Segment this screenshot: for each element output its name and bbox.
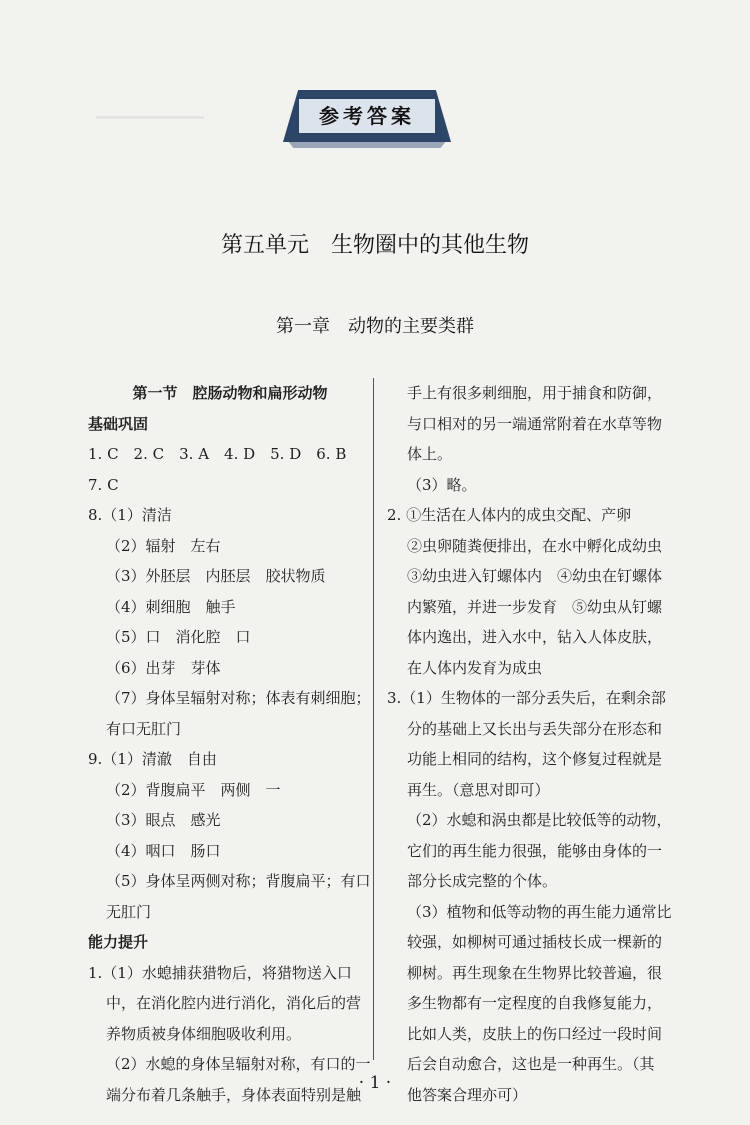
column-divider — [373, 378, 374, 1060]
answer-line: ②虫卵随粪便排出，在水中孵化成幼虫 — [407, 536, 663, 555]
answer-line: 部分长成完整的个体。 — [407, 872, 558, 890]
banner-plate — [299, 99, 435, 133]
right-answer-column — [387, 378, 699, 1110]
answer-line: 端分布着几条触手，身体表面特别是触 — [106, 1085, 362, 1104]
answer-line: 8.（1）清洁 — [88, 506, 172, 524]
answer-line: （2）水螅和涡虫都是比较低等的动物， — [407, 811, 672, 829]
answer-line: 与口相对的另一端通常附着在水草等物 — [407, 414, 663, 433]
answer-line: （4）咽口 肠口 — [106, 841, 221, 860]
page-number: · 1 · — [358, 1073, 392, 1093]
answer-line: 有口无肛门 — [106, 719, 182, 738]
chapter-title: 第一章 动物的主要类群 — [276, 316, 474, 337]
section-title: 第一节 腔肠动物和扁形动物 — [132, 384, 328, 402]
answer-line: （3）眼点 感光 — [106, 811, 221, 829]
answer-line: （3）略。 — [407, 475, 477, 494]
answer-line: （6）出芽 芽体 — [106, 658, 221, 677]
answer-line: （2）背腹扁平 两侧 一 — [106, 780, 281, 799]
answer-line: ③幼虫进入钉螺体内 ④幼虫在钉螺体 — [407, 567, 663, 585]
answer-line: （2）水螅的身体呈辐射对称，有口的一 — [106, 1055, 371, 1073]
answer-line: 7. C — [88, 475, 119, 494]
unit-title: 第五单元 生物圈中的其他生物 — [220, 233, 529, 258]
answer-line: 体内逸出，进入水中，钻入人体皮肤， — [407, 628, 663, 646]
answer-line: 手上有很多刺细胞，用于捕食和防御， — [407, 384, 663, 402]
answer-line: （3）外胚层 内胚层 胶状物质 — [106, 567, 326, 585]
answer-line: 在人体内发育为成虫 — [407, 658, 543, 677]
answer-line: （5）身体呈两侧对称；背腹扁平；有口 — [106, 872, 371, 890]
answer-line: 较强，如柳树可通过插枝长成一棵新的 — [407, 933, 663, 951]
answer-line: 2. ①生活在人体内的成虫交配、产卵 — [387, 506, 632, 524]
answer-line: 后会自动愈合，这也是一种再生。（其 — [407, 1055, 655, 1073]
answer-line: 再生。（意思对即可） — [407, 780, 550, 799]
answer-line: 内繁殖，并进一步发育 ⑤幼虫从钉螺 — [407, 597, 663, 616]
left-answer-column — [88, 378, 371, 1110]
answer-line: 3.（1）生物体的一部分丢失后，在剩余部 — [387, 689, 666, 707]
answer-line: 多生物都有一定程度的自我修复能力， — [407, 994, 663, 1012]
answer-line: 中，在消化腔内进行消化，消化后的营 — [106, 994, 362, 1012]
subsection-heading: 基础巩固 — [88, 414, 149, 433]
answer-key-banner — [283, 90, 451, 152]
answer-line: 功能上相同的结构，这个修复过程就是 — [407, 750, 663, 768]
banner-title: 参考答案 — [319, 104, 415, 128]
answer-line: 1.（1）水螅捕获猎物后，将猎物送入口 — [88, 963, 352, 982]
answer-line: 柳树。再生现象在生物界比较普遍，很 — [407, 963, 663, 982]
bleed-through-texture: ▁▁▁▁▁▁▁▁▁▁ — [96, 103, 204, 119]
subsection-heading: 能力提升 — [88, 933, 149, 951]
answer-line: 1. C 2. C 3. A 4. D 5. D 6. B — [88, 445, 347, 463]
answer-line: 体上。 — [407, 445, 453, 463]
answer-line: 9.（1）清澈 自由 — [88, 750, 217, 768]
answer-line: 无肛门 — [106, 902, 152, 921]
answer-line: 比如人类，皮肤上的伤口经过一段时间 — [407, 1024, 663, 1043]
answer-line: 分的基础上又长出与丢失部分在形态和 — [407, 719, 663, 738]
answer-line: （5）口 消化腔 口 — [106, 628, 251, 646]
answer-line: 养物质被身体细胞吸收利用。 — [106, 1024, 302, 1043]
answer-line: （7）身体呈辐射对称；体表有刺细胞； — [106, 689, 371, 707]
answer-line: 他答案合理亦可） — [407, 1085, 528, 1104]
answer-line: （2）辐射 左右 — [106, 536, 221, 555]
answer-line: （3）植物和低等动物的再生能力通常比 — [407, 902, 672, 921]
answer-line: 它们的再生能力很强，能够由身体的一 — [407, 841, 663, 860]
answer-line: （4）刺细胞 触手 — [106, 597, 236, 616]
